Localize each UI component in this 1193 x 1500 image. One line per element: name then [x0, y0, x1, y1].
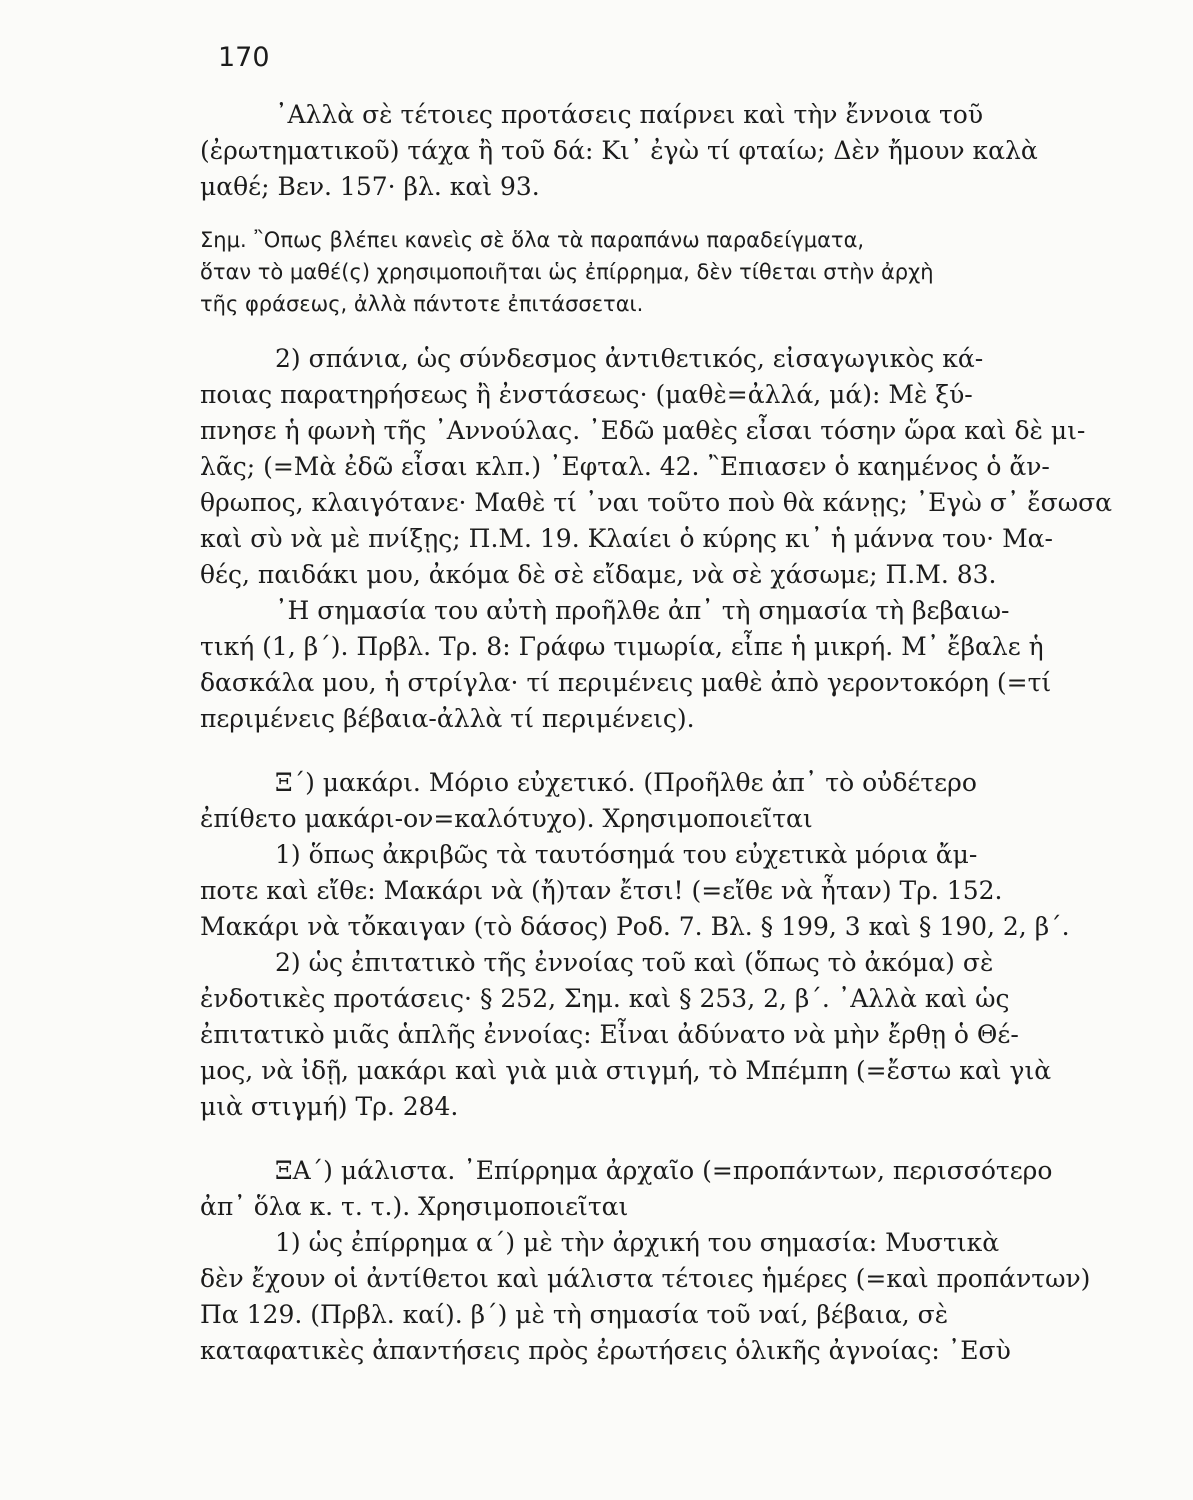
text-line: ᾿Αλλὰ σὲ τέτοιες προτάσεις παίρνει καὶ τὴν ἔννοια τοῦ: [275, 99, 984, 129]
text-line: τική (1, β΄). Πρβλ. Τρ. 8: Γράφω τιμωρία, εἶπε ἡ μικρή. Μ᾿ ἔβαλε ἡ: [200, 631, 1044, 661]
text-line: δὲν ἔχουν οἱ ἀντίθετοι καὶ μάλιστα τέτοιες ἡμέρες (=καὶ προπάντων): [200, 1263, 1091, 1293]
text-line: ἐπίθετο μακάρι-ον=καλότυχο). Χρησιμοποιεῖται: [200, 803, 813, 833]
note-line: Σημ. ῍Οπως βλέπει κανεὶς σὲ ὅλα τὰ παραπάνω παραδείγματα,: [200, 227, 865, 252]
text-line: ποιας παρατηρήσεως ἢ ἐνστάσεως· (μαθὲ=ἀλλά, μά): Μὲ ξύ-: [200, 379, 973, 409]
text-line: 1) ὡς ἐπίρρημα α΄) μὲ τὴν ἀρχική του σημασία: Μυστικὰ: [275, 1227, 1000, 1257]
text-line: (ἐρωτηματικοῦ) τάχα ἢ τοῦ δά: Κι᾽ ἐγὼ τί φταίω; Δὲν ἤμουν καλὰ: [200, 135, 1038, 165]
text-line: μαθέ; Βεν. 157· βλ. καὶ 93.: [200, 171, 540, 201]
text-line: Πα 129. (Πρβλ. καί). β΄) μὲ τὴ σημασία τοῦ ναί, βέβαια, σὲ: [200, 1299, 949, 1329]
section-heading-line: Ξ΄) μακάρι. Μόριο εὐχετικό. (Προῆλθε ἀπ᾿ τὸ οὐδέτερο: [275, 767, 977, 797]
text-line: καὶ σὺ νὰ μὲ πνίξῃς; Π.Μ. 19. Κλαίει ὁ κύρης κι᾿ ἡ μάννα του· Μα-: [200, 523, 1054, 553]
text-line: ἐνδοτικὲς προτάσεις· § 252, Σημ. καὶ § 253, 2, β΄. ᾿Αλλὰ καὶ ὡς: [200, 983, 1010, 1013]
text-line: μος, νὰ ἰδῇ, μακάρι καὶ γιὰ μιὰ στιγμή, τὸ Μπέμπη (=ἔστω καὶ γιὰ: [200, 1055, 1052, 1085]
text-line: 2) σπάνια, ὡς σύνδεσμος ἀντιθετικός, εἰσαγωγικὸς κά-: [275, 343, 984, 373]
text-line: ἀπ᾿ ὅλα κ. τ. τ.). Χρησιμοποιεῖται: [200, 1191, 629, 1221]
body-text: [200, 96, 1115, 1368]
text-line: θρωπος, κλαιγότανε· Μαθὲ τί ᾿ναι τοῦτο ποὺ θὰ κάνῃς; ᾿Εγὼ σ᾿ ἔσωσα: [200, 487, 1113, 517]
text-line: καταφατικὲς ἀπαντήσεις πρὸς ἐρωτήσεις ὁλικῆς ἀγνοίας: ᾿Εσὺ: [200, 1335, 1011, 1365]
text-line: ποτε καὶ εἴθε: Μακάρι νὰ (ἤ)ταν ἔτσι! (=εἴθε νὰ ἦταν) Τρ. 152.: [200, 875, 1003, 905]
note-line: τῆς φράσεως, ἀλλὰ πάντοτε ἐπιτάσσεται.: [200, 291, 644, 316]
text-line: πνησε ἡ φωνὴ τῆς ᾿Αννούλας. ᾿Εδῶ μαθὲς εἶσαι τόσην ὥρα καὶ δὲ μι-: [200, 415, 1086, 445]
note-block: [200, 224, 1115, 320]
text-line: λᾶς; (=Μὰ ἐδῶ εἶσαι κλπ.) ᾿Εφταλ. 42. ῍Επιασεν ὁ καημένος ὁ ἄν-: [200, 451, 1050, 481]
text-line: 2) ὡς ἐπιτατικὸ τῆς ἐννοίας τοῦ καὶ (ὅπως τὸ ἀκόμα) σὲ: [275, 947, 994, 977]
text-line: 1) ὅπως ἀκριβῶς τὰ ταυτόσημά του εὐχετικὰ μόρια ἄμ-: [275, 839, 978, 869]
page-number: 170: [218, 42, 270, 73]
text-line: περιμένεις βέβαια-ἀλλὰ τί περιμένεις).: [200, 703, 695, 733]
text-line: μιὰ στιγμή) Τρ. 284.: [200, 1091, 459, 1121]
text-line: θές, παιδάκι μου, ἀκόμα δὲ σὲ εἴδαμε, νὰ σὲ χάσωμε; Π.Μ. 83.: [200, 559, 997, 589]
note-line: ὅταν τὸ μαθέ(ς) χρησιμοποιῆται ὡς ἐπίρρημα, δὲν τίθεται στὴν ἀρχὴ: [200, 259, 934, 284]
text-line: ᾿Η σημασία του αὐτὴ προῆλθε ἀπ᾿ τὴ σημασία τὴ βεβαιω-: [275, 595, 1010, 625]
section-heading-line: ΞΑ΄) μάλιστα. ᾿Επίρρημα ἀρχαῖο (=προπάντων, περισσότερο: [275, 1155, 1053, 1185]
text-line: Μακάρι νὰ τὄκαιγαν (τὸ δάσος) Ροδ. 7. Βλ. § 199, 3 καὶ § 190, 2, β΄.: [200, 911, 1070, 941]
text-line: ἐπιτατικὸ μιᾶς ἁπλῆς ἐννοίας: Εἶναι ἀδύνατο νὰ μὴν ἔρθῃ ὁ Θέ-: [200, 1019, 1019, 1049]
text-line: δασκάλα μου, ἡ στρίγλα· τί περιμένεις μαθὲ ἀπὸ γεροντοκόρη (=τί: [200, 667, 1052, 697]
